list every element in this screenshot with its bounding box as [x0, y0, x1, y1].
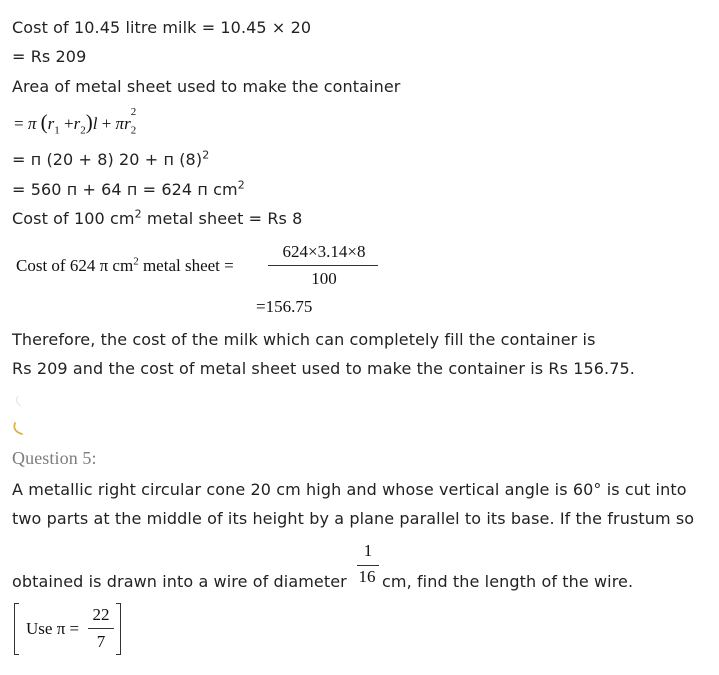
- question-title: Question 5:: [12, 448, 97, 468]
- right-bracket: [116, 603, 121, 655]
- area-heading: Area of metal sheet used to make the container: [12, 77, 401, 96]
- question-line-2: two parts at the middle of its height by a plane parallel to its base. If the frustum so: [12, 509, 695, 528]
- left-bracket: [14, 603, 19, 655]
- cost-fraction-bar: [268, 265, 378, 266]
- area-step-2: = 560 п + 64 п = 624 п $cm^2$: [12, 178, 245, 199]
- area-step-1: = п (20 + 8) 20 + п $(8)^2$: [12, 148, 210, 169]
- faint-mark: [12, 394, 26, 410]
- cost-100-line: Cost of 100 $cm^2$ metal sheet = Rs 8: [12, 207, 303, 228]
- cost-624-label: Cost of 624 π $cm^2$ metal sheet =: [16, 255, 234, 275]
- pi-fraction-denominator: 7: [96, 632, 106, 651]
- conclusion-line-1: Therefore, the cost of the milk which can completely fill the container is: [12, 330, 596, 349]
- diameter-fraction-denominator: 16: [358, 567, 376, 586]
- cost-result: =156.75: [256, 297, 313, 316]
- pi-fraction-bar: [88, 628, 114, 629]
- milk-cost-result: = Rs 209: [12, 47, 87, 66]
- question-line-3a: obtained is drawn into a wire of diameter: [12, 572, 347, 591]
- pi-fraction-numerator: 22: [92, 605, 110, 624]
- diameter-fraction-bar: [357, 565, 379, 566]
- question-line-3b: cm, find the length of the wire.: [382, 572, 634, 591]
- lateral-surface-formula: = π $(r_1 +r_2)l + \pi r_2$ 2: [14, 106, 137, 137]
- cost-fraction-denominator: 100: [311, 269, 337, 288]
- milk-cost-line: Cost of 10.45 litre milk = 10.45 × 20: [12, 18, 312, 37]
- use-pi-label: Use π =: [26, 619, 80, 638]
- diameter-fraction-numerator: 1: [363, 541, 373, 560]
- question-line-1: A metallic right circular cone 20 cm high and whose vertical angle is 60° is cut into: [12, 480, 687, 499]
- cost-fraction-numerator: 624×3.14×8: [282, 242, 366, 261]
- conclusion-line-2: Rs 209 and the cost of metal sheet used to make the container is Rs 156.75.: [12, 359, 635, 378]
- bookmark-arc-mark: [10, 420, 26, 438]
